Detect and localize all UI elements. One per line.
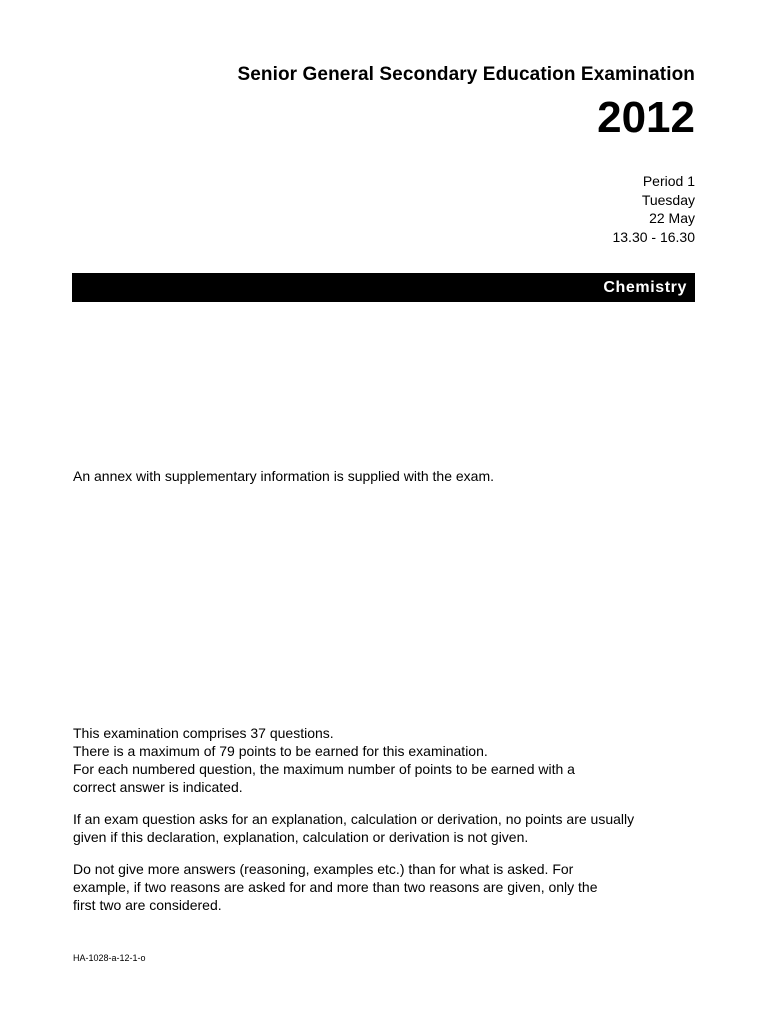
exam-schedule — [612, 172, 695, 246]
instruction-line: This examination comprises 37 questions. — [73, 725, 334, 741]
exam-year: 2012 — [597, 93, 695, 142]
instruction-line: first two are considered. — [73, 897, 222, 913]
instruction-line: There is a maximum of 79 points to be earned for this examination. — [73, 743, 488, 759]
exam-date: 22 May — [649, 210, 695, 226]
exam-time: 13.30 - 16.30 — [612, 228, 695, 245]
exam-title: Senior General Secondary Education Examination — [237, 64, 695, 85]
subject-label: Chemistry — [603, 278, 687, 296]
document-code: HA-1028-a-12-1-o — [73, 953, 146, 963]
instruction-line: If an exam question asks for an explanation, calculation or derivation, no points are usually — [73, 811, 635, 827]
instruction-line: correct answer is indicated. — [73, 779, 243, 795]
instructions-block — [73, 860, 713, 914]
subject-bar — [72, 273, 695, 302]
annex-note: An annex with supplementary information is supplied with the exam. — [73, 468, 494, 484]
instructions-block — [73, 810, 713, 846]
exam-day: Tuesday — [641, 191, 695, 208]
instructions — [73, 724, 713, 928]
instructions-block — [73, 724, 713, 796]
instruction-line: given if this declaration, explanation, calculation or derivation is not given. — [73, 829, 529, 845]
instruction-line: example, if two reasons are asked for and more than two reasons are given, only the — [73, 879, 598, 895]
instruction-line: For each numbered question, the maximum number of points to be earned with a — [73, 761, 575, 777]
exam-period: Period 1 — [642, 173, 695, 189]
instruction-line: Do not give more answers (reasoning, examples etc.) than for what is asked. For — [73, 861, 574, 877]
